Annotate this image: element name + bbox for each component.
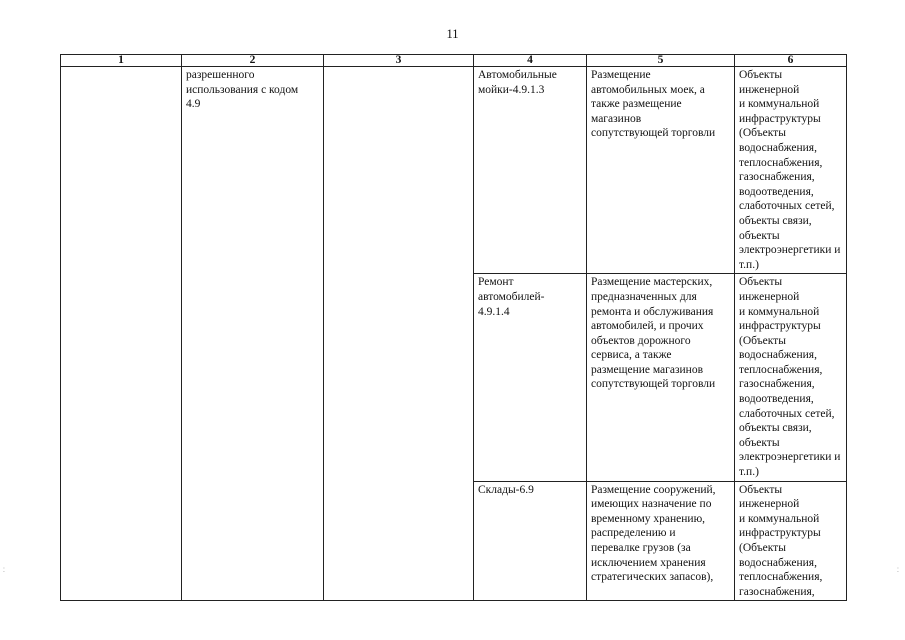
scan-mark-right: ⁚: [897, 568, 899, 574]
cell-col4-usage-type: Ремонт автомобилей- 4.9.1.4: [474, 274, 587, 481]
cell-col2-usage-code: разрешенного использования с кодом 4.9: [182, 67, 324, 601]
cell-col5-description: Размещение автомобильных моек, а также размещение магазинов сопутствующей торговли: [587, 67, 735, 274]
cell-col3: [324, 67, 474, 601]
cell-col6-objects: Объекты инженерной и коммунальной инфраструктуры (Объекты водоснабжения, теплоснабжения, газоснабжения, водоотведения, слаботочных сетей, объекты связи, объекты электроэнергетики и т.п.): [735, 67, 847, 274]
column-header-2: 2: [182, 55, 324, 67]
table-header-row: [61, 55, 847, 67]
page-number: 11: [446, 27, 459, 41]
column-header-1: 1: [61, 55, 182, 67]
cell-col5-description: Размещение сооружений, имеющих назначение по временному хранению, распределению и перевалке грузов (за исключением хранения стратегических запасов),: [587, 481, 735, 601]
cell-col5-description: Размещение мастерских, предназначенных для ремонта и обслуживания автомобилей, и прочих объектов дорожного сервиса, а также размещение магазинов сопутствующей торговли: [587, 274, 735, 481]
scan-mark-left: ⁚: [3, 568, 5, 574]
column-header-5: 5: [587, 55, 735, 67]
cell-col4-usage-type: Автомобильные мойки-4.9.1.3: [474, 67, 587, 274]
column-header-4: 4: [474, 55, 587, 67]
cell-col6-objects: Объекты инженерной и коммунальной инфраструктуры (Объекты водоснабжения, теплоснабжения, газоснабжения, водоотведения, слаботочных сетей, объекты связи, объекты электроэнергетики и т.п.): [735, 274, 847, 481]
cell-col4-usage-type: Склады-6.9: [474, 481, 587, 601]
table-row: [61, 67, 847, 274]
cell-col1: [61, 67, 182, 601]
column-header-3: 3: [324, 55, 474, 67]
cell-col6-objects: Объекты инженерной и коммунальной инфраструктуры (Объекты водоснабжения, теплоснабжения, газоснабжения,: [735, 481, 847, 601]
zoning-table: [60, 54, 847, 601]
column-header-6: 6: [735, 55, 847, 67]
